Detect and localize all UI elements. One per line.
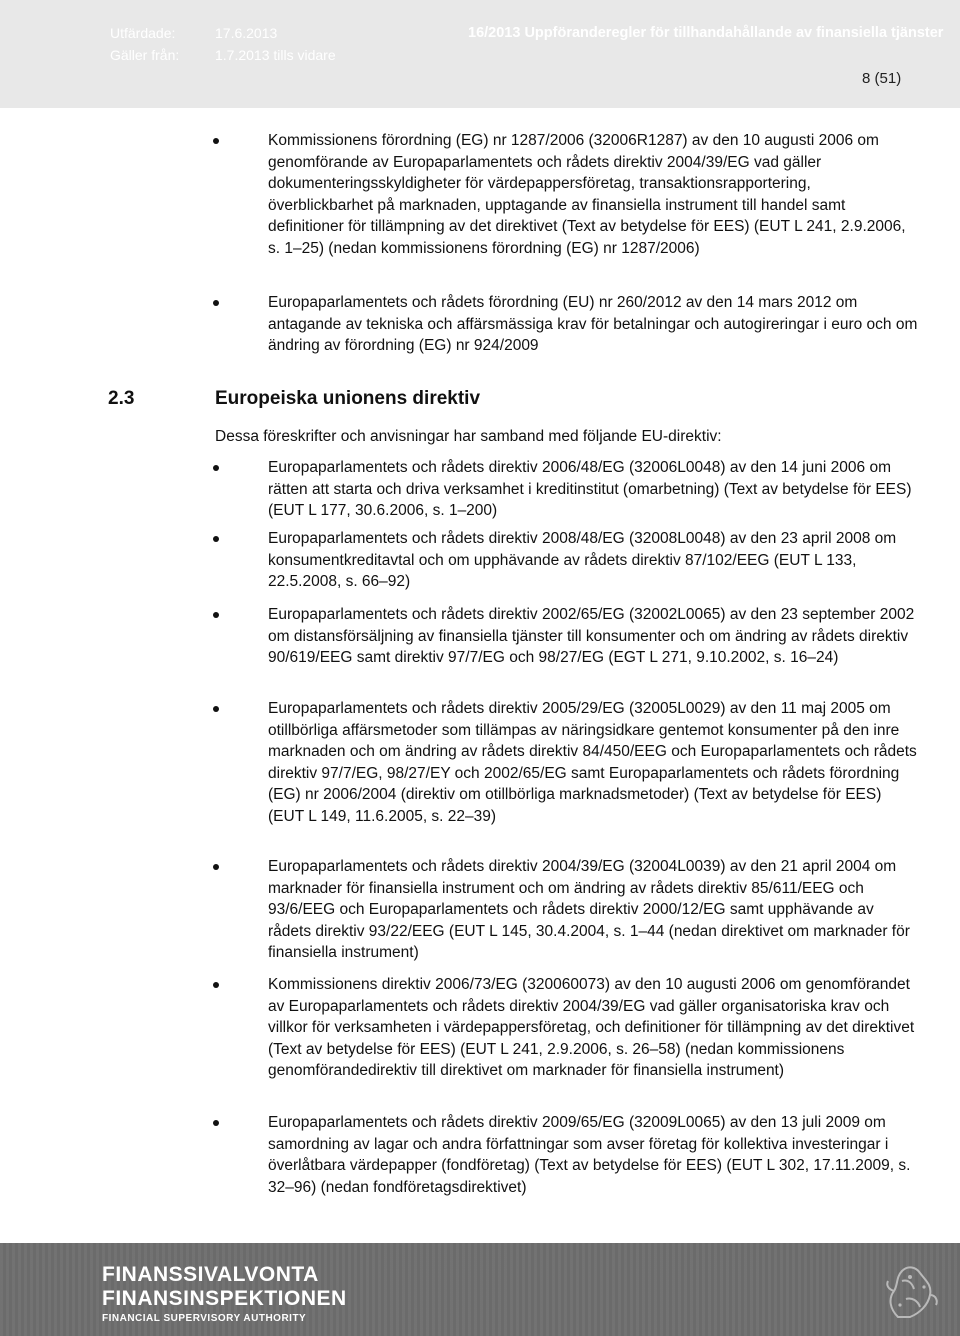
list-item-text: Europaparlamentets och rådets direktiv 2008/48/EG (32008L0048) av den 23 april 2008 om konsumentkreditavtal och om upphävande av rådets direktiv 87/102/EEG (EUT L 133, 22.5.2008, s. 66–92)	[268, 530, 897, 591]
bullet-icon	[213, 138, 219, 144]
list-item	[268, 604, 918, 669]
bullet-icon	[213, 706, 219, 712]
list-item	[268, 974, 918, 1082]
valid-from-label: Gäller från:	[110, 47, 180, 63]
bullet-icon	[213, 465, 219, 471]
bullet-icon	[213, 536, 219, 542]
section-heading: Europeiska unionens direktiv	[215, 388, 481, 409]
list-item-text: Europaparlamentets och rådets direktiv 2009/65/EG (32009L0065) av den 13 juli 2009 om samordning av lagar och andra författningar som avser företag för kollektiva investeringar i överlåtbara värdepapper (fondföretag) (Text av betydelse för EES) (EUT L 302, 17.11.2009, s. 32–96) (nedan fondföretagsdirektivet)	[268, 1114, 911, 1196]
section-intro: Dessa föreskrifter och anvisningar har samband med följande EU-direktiv:	[215, 428, 722, 445]
list-item-text: Europaparlamentets och rådets direktiv 2006/48/EG (32006L0048) av den 14 juni 2006 om rätten att starta och driva verksamhet i kreditinstitut (omarbetning) (Text av betydelse för EES) (EUT L 177, 30.6.2006, s. 1–200)	[268, 459, 912, 520]
list-item-text: Kommissionens förordning (EG) nr 1287/2006 (32006R1287) av den 10 augusti 2006 om genomförande av Europaparlamentets och rådets direktiv 2004/39/EG vad gäller dokumenteringsskyldigheter för värdepappersföretag, transaktionsrapportering, överblickbarhet på marknaden, upptagande av finansiella instrument till handel samt definitioner för tillämpning av det direktivet (Text av betydelse för EES) (EUT L 241, 2.9.2006, s. 1–25) (nedan kommissionens förordning (EG) nr 1287/2006)	[268, 132, 906, 257]
bullet-icon	[213, 1120, 219, 1126]
page-header	[0, 0, 960, 108]
list-item	[268, 292, 918, 357]
issued-label: Utfärdade:	[110, 25, 176, 41]
list-item-text: Europaparlamentets och rådets direktiv 2005/29/EG (32005L0029) av den 11 maj 2005 om otillbörliga affärsmetoder som tillämpas av näringsidkare gentemot konsumenter på den inre marknaden och om ändring av rådets direktiv 84/450/EEG och Europaparlamentets och rådets direktiv 97/7/EG, 98/27/EY och 2002/65/EG samt Europaparlamentets och rådets förordning (EG) nr 2006/2004 (direktiv om otillbörliga marknadsmetoder) (Text av betydelse för EES) (EUT L 149, 11.6.2005, s. 22–39)	[268, 700, 917, 825]
section-number: 2.3	[108, 388, 135, 409]
list-item-text: Europaparlamentets och rådets förordning (EU) nr 260/2012 av den 14 mars 2012 om antagande av tekniska och affärsmässiga krav för betalningar och autogireringar i euro och om ändring av förordning (EG) nr 924/2009	[268, 294, 918, 355]
list-item	[268, 856, 918, 964]
list-item-text: Europaparlamentets och rådets direktiv 2002/65/EG (32002L0065) av den 23 september 2002 om distansförsäljning av finansiella tjänster till konsumenter och om ändring av rådets direktiv 90/619/EEG samt direktiv 97/7/EG och 98/27/EG (EGT L 271, 9.10.2002, s. 16–24)	[268, 606, 915, 667]
valid-from-date: 1.7.2013 tills vidare	[215, 47, 336, 63]
bullet-icon	[213, 982, 219, 988]
list-item	[268, 457, 918, 522]
list-item-text: Europaparlamentets och rådets direktiv 2004/39/EG (32004L0039) av den 21 april 2004 om marknader för finansiella instrument och om ändring av rådets direktiv 85/611/EEG och 93/6/EEG och Europaparlamentets och rådets direktiv 2000/12/EG samt upphävande av rådets direktiv 93/22/EEG (EUT L 145, 30.4.2004, s. 1–44 (nedan direktivet om marknader för finansiella instrument)	[268, 858, 910, 962]
list-item	[268, 528, 918, 593]
list-item	[268, 1112, 918, 1198]
footer-brand-line2: FINANSINSPEKTIONEN	[102, 1287, 347, 1310]
bullet-icon	[213, 300, 219, 306]
list-item	[268, 698, 918, 828]
footer-brand-line1: FINANSSIVALVONTA	[102, 1263, 319, 1286]
lion-emblem-icon	[880, 1259, 942, 1327]
page-footer	[0, 1243, 960, 1336]
page-number: 8 (51)	[862, 70, 902, 87]
list-item-text: Kommissionens direktiv 2006/73/EG (320060073) av den 10 augusti 2006 om genomförandet av Europaparlamentets och rådets direktiv 2004/39/EG vad gäller organisatoriska krav och villkor för verksamheten i värdepappersföretag, och definitioner för tillämpning av det direktivet (Text av betydelse för EES) (EUT L 241, 2.9.2006, s. 26–58) (nedan kommissionens genomförandedirektiv till direktivet om marknader för finansiella instrument)	[268, 976, 915, 1080]
bullet-icon	[213, 612, 219, 618]
list-item	[268, 130, 918, 260]
bullet-icon	[213, 864, 219, 870]
issued-date: 17.6.2013	[215, 25, 278, 41]
footer-brand-line3: FINANCIAL SUPERVISORY AUTHORITY	[102, 1313, 307, 1324]
document-title: 16/2013 Uppföranderegler för tillhandahållande av finansiella tjänster	[468, 25, 944, 41]
